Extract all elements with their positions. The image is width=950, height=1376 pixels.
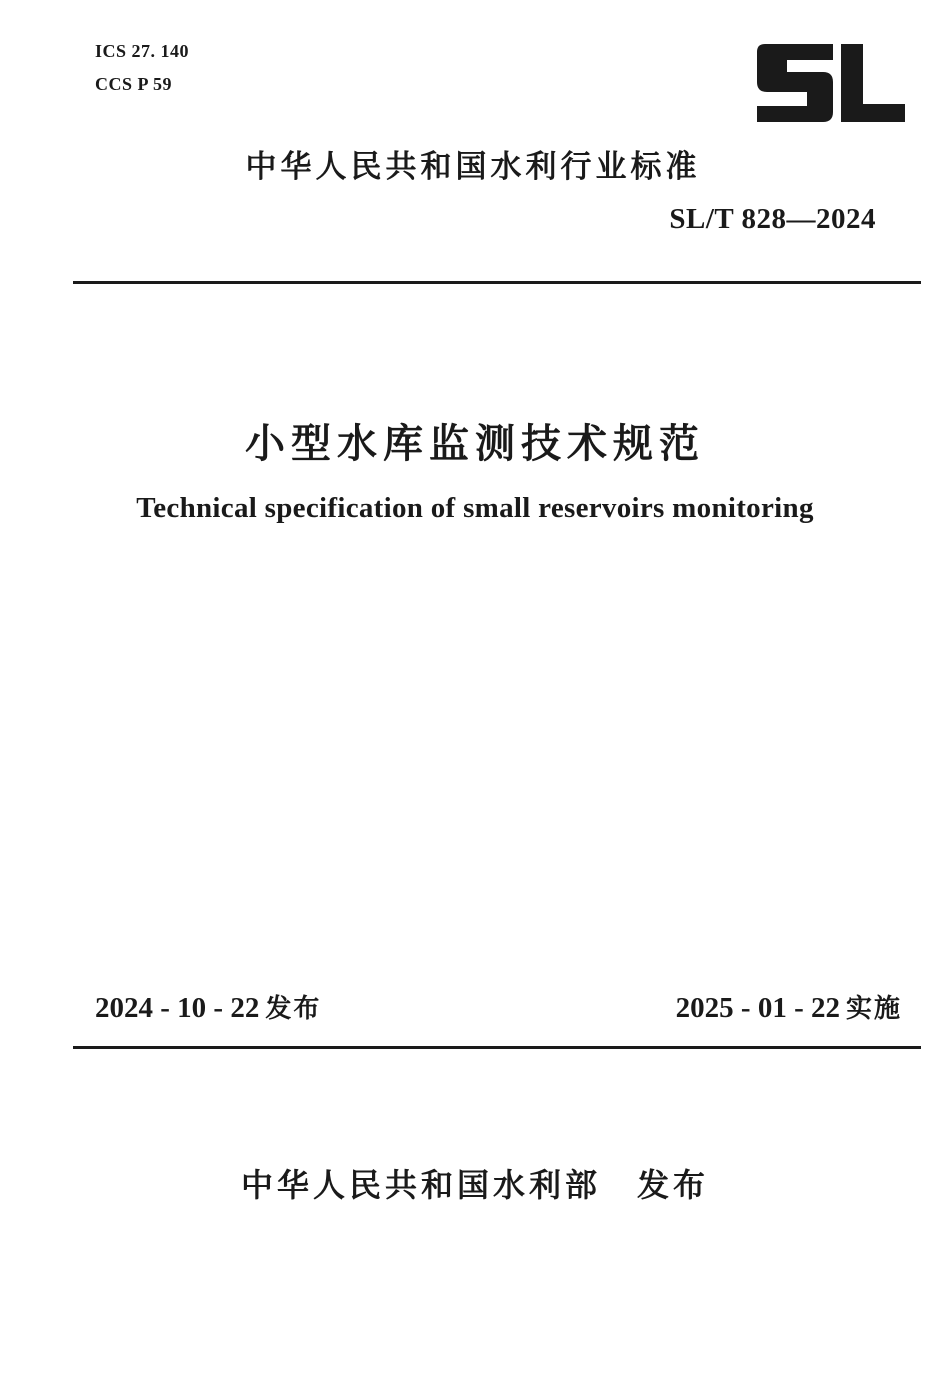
standard-code: SL/T 828—2024: [669, 203, 876, 235]
top-divider: [73, 281, 921, 284]
publish-date: 2024 - 10 - 22: [95, 992, 260, 1024]
issuer-line: [0, 1160, 950, 1206]
title-chinese: 小型水库监测技术规范: [245, 421, 705, 467]
implement-label: 实施: [845, 994, 902, 1024]
ccs-code: CCS P 59: [95, 74, 173, 94]
issuer-action: 发布: [637, 1166, 710, 1204]
issuer-name: 中华人民共和国水利部: [240, 1166, 601, 1204]
ics-code: ICS 27. 140: [95, 41, 190, 61]
bottom-divider: [73, 1046, 921, 1049]
publish-date-line: [95, 988, 321, 1025]
implement-date-line: [676, 988, 902, 1025]
standard-category: 中华人民共和国水利行业标准: [245, 149, 701, 185]
title-english: Technical specification of small reservoirs monitoring: [136, 492, 814, 524]
implement-date: 2025 - 01 - 22: [675, 992, 840, 1024]
publish-label: 发布: [265, 994, 322, 1024]
sl-logo: [757, 44, 905, 122]
